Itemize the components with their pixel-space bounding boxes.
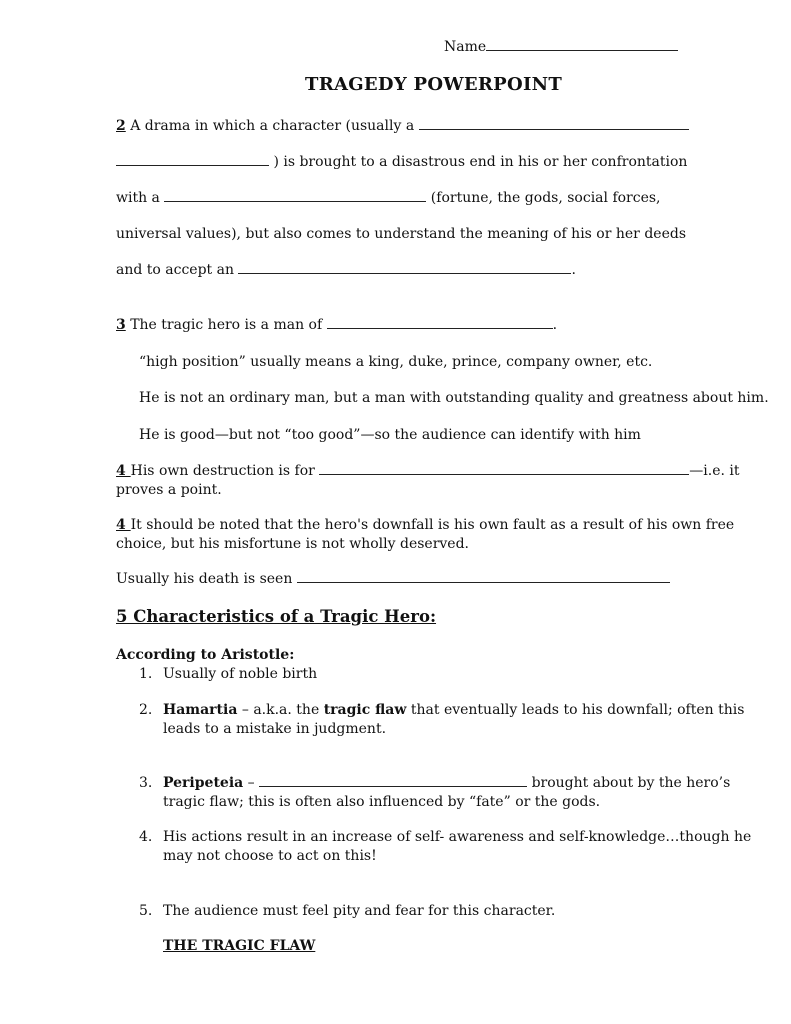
list-item-continuation: tragic flaw; this is often also influenced by “fate” or the gods.: [163, 794, 601, 810]
section3-line1: 3 The tragic hero is a man of .: [116, 317, 558, 333]
section3-bullet2: He is not an ordinary man, but a man with outstanding quality and greatness about him.: [139, 390, 769, 406]
blank-6: [319, 462, 689, 475]
blank-3: [164, 189, 426, 202]
tragic-flaw-heading: THE TRAGIC FLAW: [163, 938, 316, 954]
section2-line3: with a (fortune, the gods, social forces,: [116, 190, 661, 206]
section2-line5: and to accept an .: [116, 262, 576, 278]
name-blank: [486, 38, 678, 51]
section2-number: 2: [116, 118, 126, 134]
characteristics-heading: 5 Characteristics of a Tragic Hero:: [116, 607, 437, 626]
page-title: TRAGEDY POWERPOINT: [305, 74, 563, 95]
section2-line2: ) is brought to a disastrous end in his or her confrontation: [116, 153, 687, 171]
blank-8: [259, 774, 527, 787]
list-item-continuation: leads to a mistake in judgment.: [163, 721, 387, 737]
section4b-line1: 4 It should be noted that the hero's downfall is his own fault as a result of his own free: [116, 517, 735, 533]
blank-4: [238, 261, 571, 274]
section3-bullet1: “high position” usually means a king, duke, prince, company owner, etc.: [139, 354, 653, 370]
section3-number: 3: [116, 317, 126, 333]
aristotle-subheading: According to Aristotle:: [116, 647, 295, 663]
section2-line4: universal values), but also comes to understand the meaning of his or her deeds: [116, 226, 687, 242]
worksheet-page: Name TRAGEDY POWERPOINT 2 A drama in which a character (usually a ) is brought to a disastrous end in his or her confrontation with a (fortune, the gods, social forces, universal values), but also comes to understand the meaning of his or her deeds and to accept an . 3 The tragic hero is a man of . “high position” usually means a king, duke, prince, company owner, etc. He is not an ordinary man, but a man with outstanding quality and greatness about him. He is good—but not “too good”—so the audience can identify with him 4 His own destruction is for —i.e. it proves a point. 4 It should be noted that the hero's downfall is his own fault as a result of his own free choice, but his misfortune is not wholly deserved. Usually his death is seen 5 Characteristics of a Tragic Hero: According to Aristotle: 1. Usually of noble birth 2. Hamartia – a.k.a. the tragic flaw that eventually leads to his downfall; often this leads to a mistake in judgment. 3. Peripeteia – brought about by the hero’s tragic flaw; this is often also influenced by “fate” or the gods. 4. His actions result in an increase of self- awareness and self-knowledge…though he may not choose to act on this! 5. The audience must feel pity and fear for this character. THE TRAGIC FLAW: [116, 39, 769, 954]
name-label: Name: [444, 39, 487, 55]
blank-5: [327, 316, 553, 329]
section2-line1: 2 A drama in which a character (usually a: [116, 117, 689, 135]
list-item-continuation: may not choose to act on this!: [163, 848, 377, 864]
death-line: Usually his death is seen: [116, 570, 670, 588]
section4a-line2: proves a point.: [116, 482, 222, 498]
blank-2: [116, 153, 269, 166]
peripeteia-term: Peripeteia: [163, 775, 244, 791]
blank-7: [297, 570, 670, 583]
section4a-number: 4: [116, 463, 131, 479]
name-line: [444, 38, 678, 56]
hamartia-term: Hamartia: [163, 702, 238, 718]
section4b-number: 4: [116, 517, 131, 533]
blank-1: [419, 117, 689, 130]
section3-bullet3: He is good—but not “too good”—so the audience can identify with him: [139, 427, 641, 443]
section4a-line1: 4 His own destruction is for —i.e. it: [116, 463, 740, 479]
section4b-line2: choice, but his misfortune is not wholly deserved.: [116, 536, 470, 552]
